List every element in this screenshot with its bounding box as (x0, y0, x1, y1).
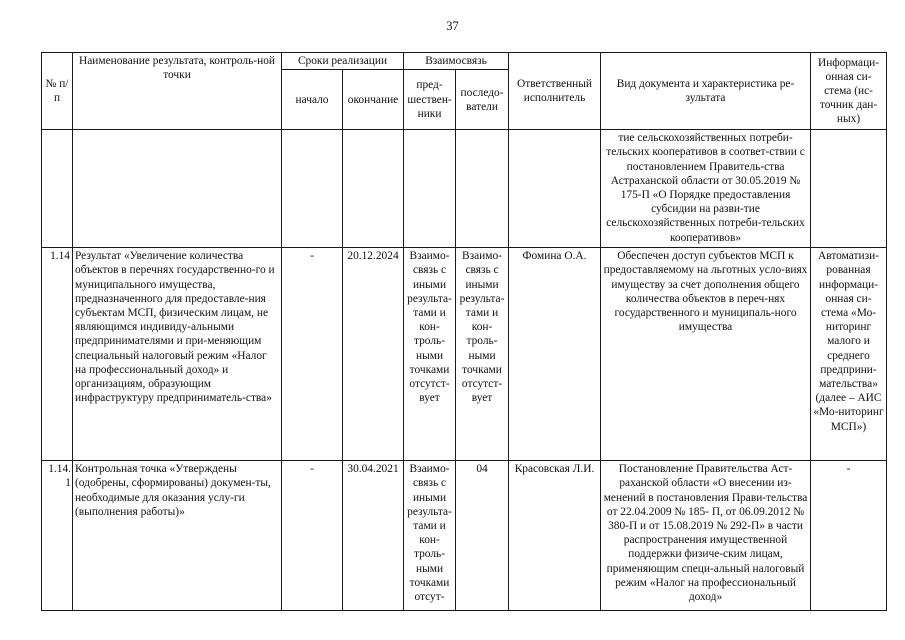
row-responsible: Фомина О.А. (509, 248, 601, 461)
header-start: начало (282, 70, 343, 130)
row-document: Постановление Правительства Аст-раханской области «О внесении из-менений в постановления Прави-тельства от 22.04.2009 № 185- П, от 06.09.2012 № 380-П и от 15.08.2019 № 292-П» в части распространения имущественной поддержки физиче-ским лицам, применяющим специ-альный налоговый режим «Налог на профессиональный доход» (601, 461, 811, 611)
header-info-system: Информаци-онная си-стема (ис-точник дан-ных) (811, 53, 887, 130)
row-successors (456, 130, 509, 248)
header-end: окончание (343, 70, 404, 130)
row-end: 30.04.2021 (343, 461, 404, 611)
row-num (42, 130, 73, 248)
page-number: 37 (446, 19, 459, 33)
row-responsible (509, 130, 601, 248)
row-start: - (282, 248, 343, 461)
header-num: № п/п (42, 53, 73, 130)
header-responsible: Ответственный исполнитель (509, 53, 601, 130)
row-info-system (811, 130, 887, 248)
row-name (73, 130, 282, 248)
header-relation: Взаимосвязь (404, 53, 509, 70)
row-num: 1.14.1 (42, 461, 73, 611)
header-row-1 (42, 53, 887, 70)
row-successors: Взаимо-связь с иными результа-тами и кон-троль-ными точками отсутст-вует (456, 248, 509, 461)
row-predecessors (404, 130, 456, 248)
row-predecessors: Взаимо-связь с иными результа-тами и кон-троль-ными точками отсут- (404, 461, 456, 611)
header-successors: последо-ватели (456, 70, 509, 130)
row-end (343, 130, 404, 248)
header-predecessors: пред-шествен-ники (404, 70, 456, 130)
row-successors: 04 (456, 461, 509, 611)
row-info-system: - (811, 461, 887, 611)
row-document: Обеспечен доступ субъектов МСП к предоставляемому на льготных усло-виях имуществу за счет дополнения общего количества объектов в переч-нях государственного и муниципаль-ного имущества (601, 248, 811, 461)
header-terms: Сроки реализации (282, 53, 404, 70)
row-name: Контрольная точка «Утверждены (одобрены, сформированы) докумен-ты, необходимые для оказания услу-ги (выполнения работы)» (73, 461, 282, 611)
row-start (282, 130, 343, 248)
plan-table (41, 52, 887, 611)
table-row (42, 248, 887, 461)
row-predecessors: Взаимо-связь с иными результа-тами и кон-троль-ными точками отсутст-вует (404, 248, 456, 461)
table-row (42, 461, 887, 611)
row-document: тие сельскохозяйственных потреби-тельских кооперативов в соответ-ствии с постановлением Правитель-ства Астраханской области от 30.05.2019 № 175-П «О Порядке предоставления субсидии на разви-тие сельскохозяйственных потреби-тельских кооперативов» (601, 130, 811, 248)
row-end: 20.12.2024 (343, 248, 404, 461)
row-name: Результат «Увеличение количества объектов в перечнях государственно-го и муниципального имущества, предназначенного для предоставле-ния субъектам МСП, физическим лицам, не являющимся индивиду-альными предпринимателями и при-меняющим специальный налоговый режим «Налог на профессиональный доход» и организациям, образующим инфраструктуру предприниматель-ства» (73, 248, 282, 461)
header-document: Вид документа и характеристика ре-зультата (601, 53, 811, 130)
row-num: 1.14 (42, 248, 73, 461)
row-responsible: Красовская Л.И. (509, 461, 601, 611)
row-info-system: Автоматизи-рованная информаци-онная си-стема «Мо-ниторинг малого и среднего предприни-мательства» (далее – АИС «Мо-ниторинг МСП») (811, 248, 887, 461)
header-name: Наименование результата, контроль-ной точки (73, 53, 282, 130)
row-start: - (282, 461, 343, 611)
table-row (42, 130, 887, 248)
